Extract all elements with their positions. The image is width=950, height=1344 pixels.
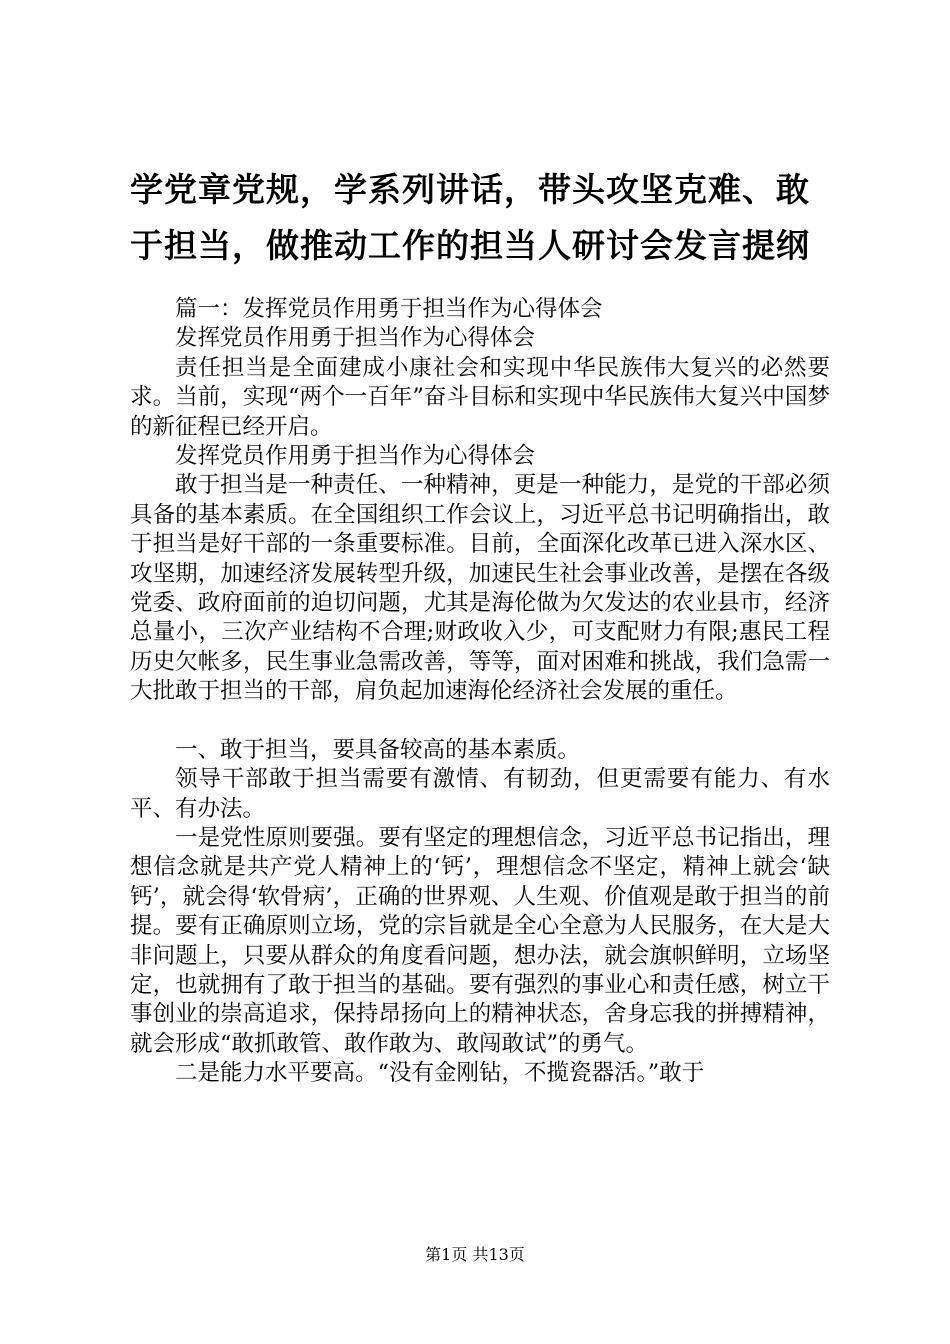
paragraph: 领导干部敢于担当需要有激情、有韧劲，但更需要有能力、有水平、有办法。	[130, 766, 830, 822]
paragraph: 二是能力水平要高。“没有金刚钻，不揽瓷器活。”敢于	[175, 1060, 705, 1087]
subheading: 发挥党员作用勇于担当作为心得体会	[175, 325, 536, 352]
paragraph: 责任担当是全面建成小康社会和实现中华民族伟大复兴的必然要求。当前，实现“两个一百年”奋斗目标和实现中华民族伟大复兴中国梦的新征程已经开启。	[130, 354, 830, 440]
document-title: 学党章党规，学系列讲话，带头攻坚克难、敢于担当，做推动工作的担当人研讨会发言提纲	[130, 170, 810, 265]
document-body	[130, 295, 830, 1089]
paragraph: 一是党性原则要强。要有坚定的理想信念，习近平总书记指出，理想信念就是共产党人精神上的‘钙’，理想信念不坚定，精神上就会‘缺钙’，就会得‘软骨病’，正确的世界观、人生观、价值观是敢于担当的前提。要有正确原则立场，党的宗旨就是全心全意为人民服务，在大是大非问题上，只要从群众的角度看问题，想办法，就会旗帜鲜明，立场坚定，也就拥有了敢于担当的基础。要有强烈的事业心和责任感，树立干事创业的崇高追求，保持昂扬向上的精神状态，舍身忘我的拼搏精神，就会形成“敢抓敢管、敢作敢为、敢闯敢试”的勇气。	[130, 824, 830, 1057]
page-number: 第1页 共13页	[425, 1245, 525, 1264]
subheading: 发挥党员作用勇于担当作为心得体会	[175, 443, 536, 470]
numbered-heading: 一、敢于担当，要具备较高的基本素质。	[175, 736, 581, 763]
section-heading: 篇一：发挥党员作用勇于担当作为心得体会	[175, 296, 603, 322]
paragraph: 敢于担当是一种责任、一种精神，更是一种能力，是党的干部必须具备的基本素质。在全国组织工作会议上，习近平总书记明确指出，敢于担当是好干部的一条重要标准。目前，全面深化改革已进入深水区、攻坚期，加速经济发展转型升级，加速民生社会事业改善，是摆在各级党委、政府面前的迫切问题，尤其是海伦做为欠发达的农业县市，经济总量小，三次产业结构不合理;财政收入少，可支配财力有限;惠民工程历史欠帐多，民生事业急需改善，等等，面对困难和挑战，我们急需一大批敢于担当的干部，肩负起加速海伦经济社会发展的重任。	[130, 472, 830, 705]
